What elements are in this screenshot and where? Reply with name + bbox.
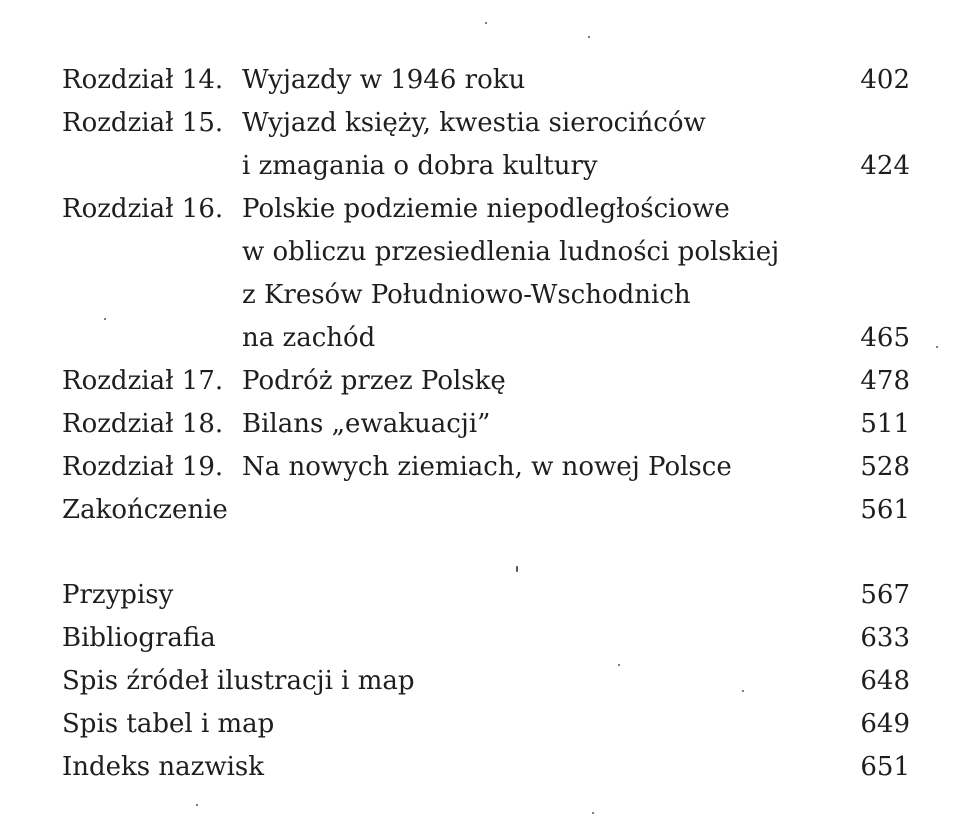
chapter-16-title-line-1: Polskie podziemie niepodległościowe: [242, 194, 730, 224]
chapter-18-label: Rozdział 18.: [62, 409, 224, 439]
chapter-17-page: 478: [860, 366, 910, 396]
scan-speck: [588, 36, 590, 38]
scan-speck: [516, 566, 518, 572]
chapter-15-page: 424: [860, 151, 910, 181]
chapter-14-title-line-1: Wyjazdy w 1946 roku: [242, 65, 526, 95]
chapter-18-page: 511: [860, 409, 910, 439]
chapter-16-title-line-4: na zachód: [242, 323, 376, 353]
scan-speck: [618, 664, 620, 666]
chapter-16-page: 465: [860, 323, 910, 353]
back-matter-page-spis-tabel: 649: [860, 709, 910, 739]
scan-speck: [485, 22, 487, 24]
chapter-15-title-line-2: i zmagania o dobra kultury: [242, 151, 598, 181]
chapter-14-label: Rozdział 14.: [62, 65, 224, 95]
chapter-16-label: Rozdział 16.: [62, 194, 224, 224]
back-matter-page-indeks: 651: [860, 752, 910, 782]
scan-speck: [742, 690, 744, 692]
conclusion-title: Zakończenie: [62, 495, 228, 525]
chapter-19-page: 528: [860, 452, 910, 482]
scan-speck: [104, 318, 106, 320]
scan-speck: [196, 804, 198, 806]
chapter-14-page: 402: [860, 65, 910, 95]
back-matter-title-przypisy: Przypisy: [62, 580, 174, 610]
chapter-15-title-line-1: Wyjazd księży, kwestia sierocińców: [242, 108, 706, 138]
chapter-19-label: Rozdział 19.: [62, 452, 224, 482]
back-matter-title-spis-zrodel: Spis źródeł ilustracji i map: [62, 666, 415, 696]
scan-speck: [936, 346, 938, 348]
scan-speck: [592, 812, 594, 814]
chapter-16-title-line-2: w obliczu przesiedlenia ludności polskiej: [242, 237, 780, 267]
back-matter-page-bibliografia: 633: [860, 623, 910, 653]
chapter-17-title-line-1: Podróż przez Polskę: [242, 366, 506, 396]
back-matter-page-przypisy: 567: [860, 580, 910, 610]
back-matter-title-spis-tabel: Spis tabel i map: [62, 709, 275, 739]
chapter-16-title-line-3: z Kresów Południowo-Wschodnich: [242, 280, 691, 310]
back-matter-page-spis-zrodel: 648: [860, 666, 910, 696]
back-matter-title-indeks: Indeks nazwisk: [62, 752, 265, 782]
chapter-17-label: Rozdział 17.: [62, 366, 224, 396]
chapter-19-title-line-1: Na nowych ziemiach, w nowej Polsce: [242, 452, 732, 482]
conclusion-page: 561: [860, 495, 910, 525]
back-matter-title-bibliografia: Bibliografia: [62, 623, 216, 653]
chapter-18-title-line-1: Bilans „ewakuacji”: [242, 409, 491, 439]
chapter-15-label: Rozdział 15.: [62, 108, 224, 138]
